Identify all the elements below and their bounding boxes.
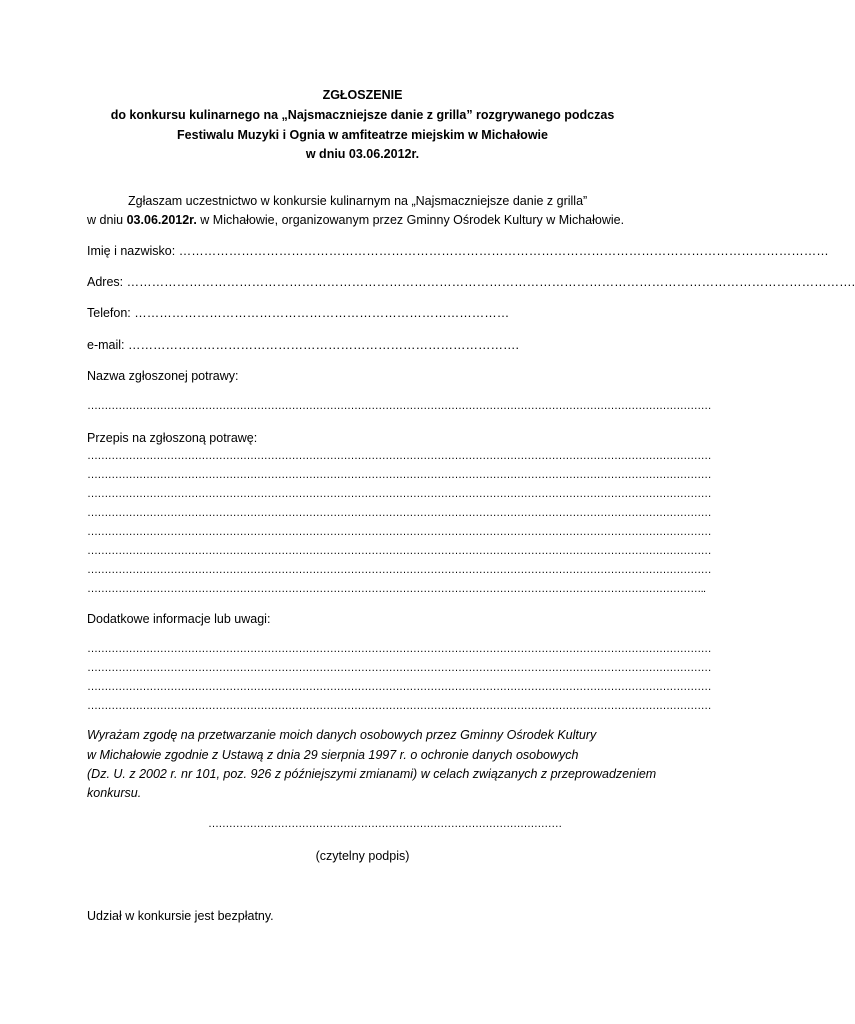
intro-line-1: Zgłaszam uczestnictwo w konkursie kulinarnym na „Najsmaczniejsze danie z grilla”	[128, 194, 588, 208]
address-field[interactable]: Adres: ………………………………………………………………………………………………………………………………………………………….	[87, 275, 855, 289]
notes-line[interactable]: ………………………………………………………………………………………………………………………………………………………………	[87, 700, 712, 712]
consent-line-4: konkursu.	[87, 786, 142, 800]
form-subtitle-line-1: do konkursu kulinarnego na „Najsmaczniejsze danie z grilla” rozgrywanego podczas	[110, 108, 615, 122]
recipe-line[interactable]: ………………………………………………………………………………………………………………………………………………………………	[87, 564, 712, 576]
recipe-line[interactable]: ……………………………………………………………………………………………………………………………………………………………..	[87, 583, 706, 595]
intro-prefix: w dniu	[87, 213, 127, 227]
recipe-line[interactable]: ………………………………………………………………………………………………………………………………………………………………	[87, 469, 712, 481]
signature-label: (czytelny podpis)	[315, 849, 410, 863]
dish-label: Nazwa zgłoszonej potrawy:	[87, 369, 239, 383]
dish-name-line[interactable]: ………………………………………………………………………………………………………………………………………………………………	[87, 400, 712, 412]
phone-field[interactable]: Telefon: ………………………………………………………………………………	[87, 306, 510, 320]
notes-line[interactable]: ………………………………………………………………………………………………………………………………………………………………	[87, 681, 712, 693]
notes-line[interactable]: ………………………………………………………………………………………………………………………………………………………………	[87, 662, 712, 674]
consent-line-3: (Dz. U. z 2002 r. nr 101, poz. 926 z późniejszymi zmianami) w celach związanych z przeprowadzeniem	[87, 767, 657, 781]
intro-line-2	[87, 212, 624, 228]
recipe-line[interactable]: ………………………………………………………………………………………………………………………………………………………………	[87, 488, 712, 500]
recipe-label: Przepis na zgłoszoną potrawę:	[87, 431, 258, 445]
recipe-line[interactable]: ………………………………………………………………………………………………………………………………………………………………	[87, 545, 712, 557]
form-title: ZGŁOSZENIE	[322, 88, 403, 102]
intro-suffix: w Michałowie, organizowanym przez Gminny Ośrodek Kultury w Michałowie.	[196, 213, 625, 227]
name-field[interactable]: Imię i nazwisko: …………………………………………………………………………………………………………………………………………	[87, 244, 829, 258]
notes-line[interactable]: ………………………………………………………………………………………………………………………………………………………………	[87, 643, 712, 655]
consent-line-1: Wyrażam zgodę na przetwarzanie moich danych osobowych przez Gminny Ośrodek Kultury	[87, 728, 597, 742]
signature-line[interactable]: …………………………………………………………………………………………	[208, 818, 562, 830]
recipe-line[interactable]: ………………………………………………………………………………………………………………………………………………………………	[87, 526, 712, 538]
consent-line-2: w Michałowie zgodnie z Ustawą z dnia 29 sierpnia 1997 r. o ochronie danych osobowych	[87, 748, 579, 762]
form-subtitle-line-2: Festiwalu Muzyki i Ognia w amfiteatrze miejskim w Michałowie	[177, 128, 548, 142]
notes-label: Dodatkowe informacje lub uwagi:	[87, 612, 271, 626]
footer-note: Udział w konkursie jest bezpłatny.	[87, 909, 274, 923]
form-subtitle-line-3: w dniu 03.06.2012r.	[305, 147, 420, 161]
recipe-line[interactable]: ………………………………………………………………………………………………………………………………………………………………	[87, 450, 712, 462]
email-field[interactable]: e-mail: ………………………………………………………………………………….	[87, 338, 519, 352]
intro-date: 03.06.2012r.	[126, 213, 197, 227]
recipe-line[interactable]: ………………………………………………………………………………………………………………………………………………………………	[87, 507, 712, 519]
